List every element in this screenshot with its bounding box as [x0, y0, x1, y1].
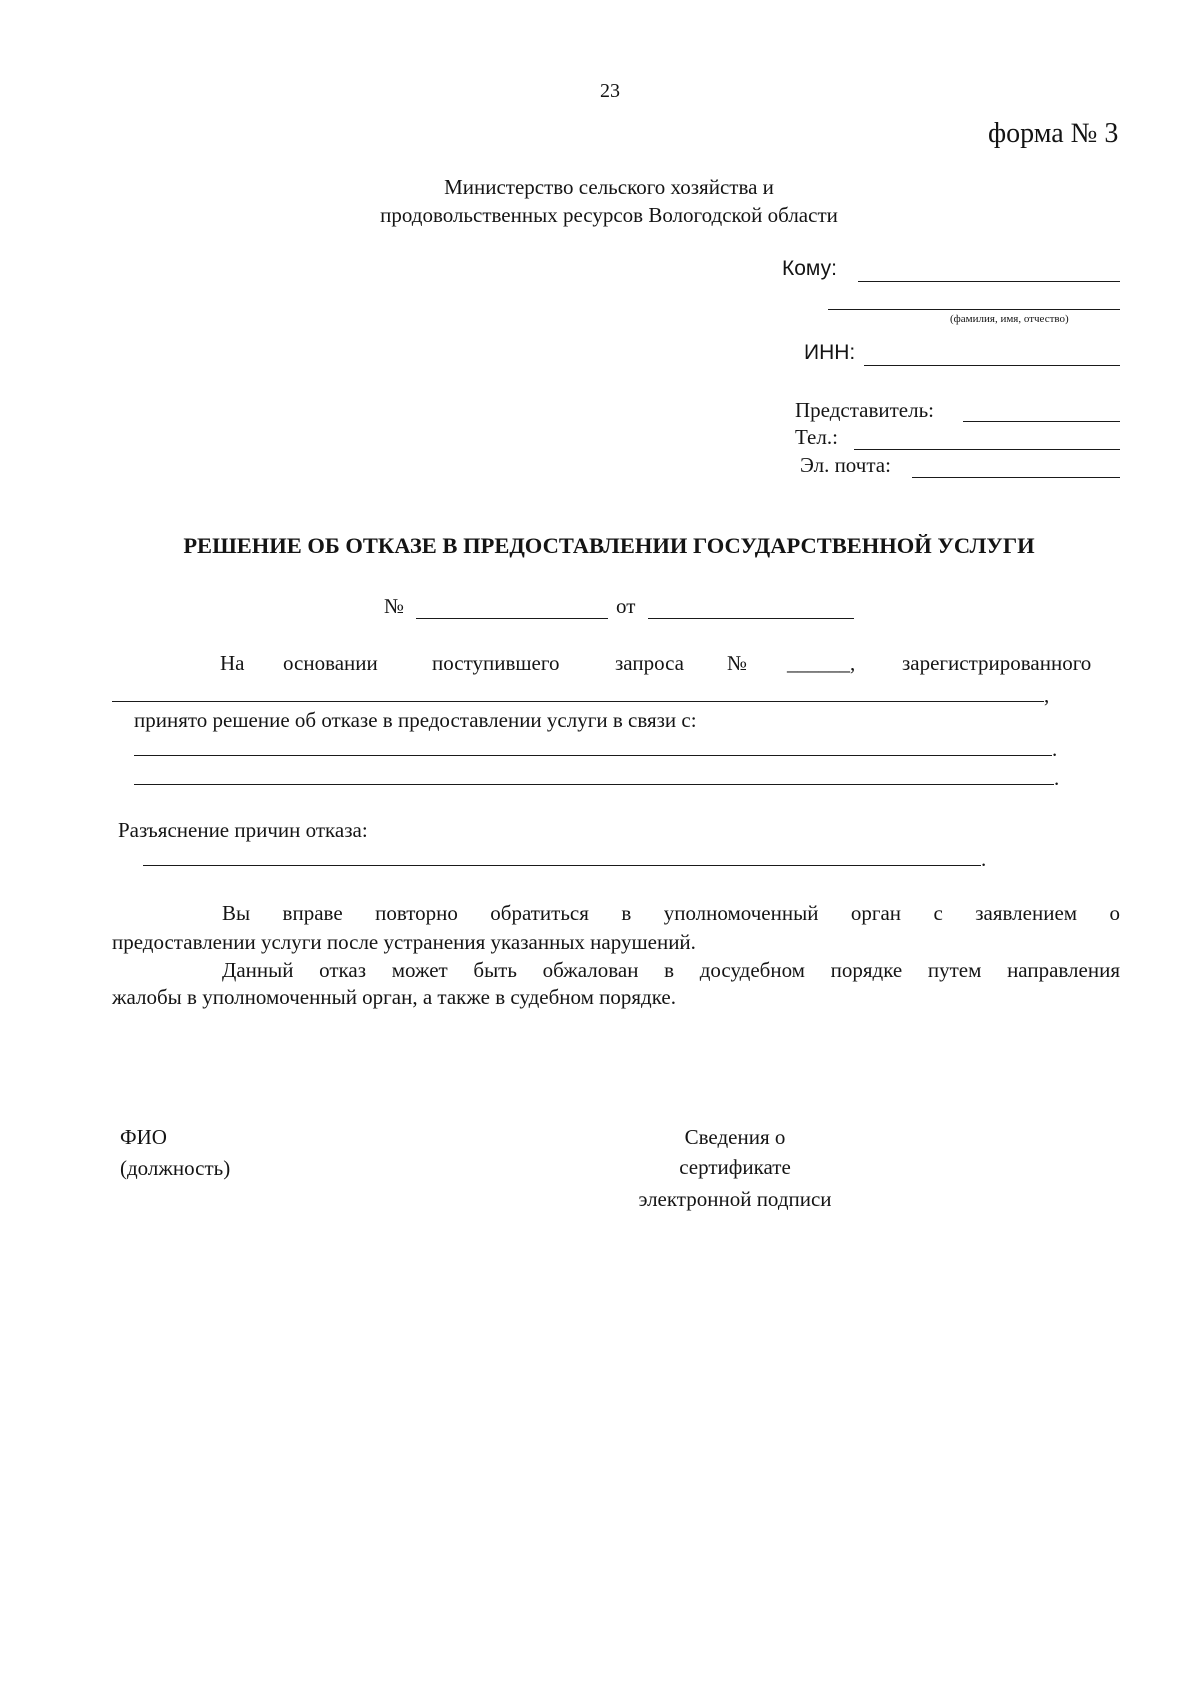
explanation-field-line[interactable] [143, 865, 981, 866]
inn-label: ИНН: [804, 341, 856, 364]
request-number-blank[interactable]: ______, [787, 651, 856, 675]
period-mark: . [1052, 737, 1058, 761]
document-title: РЕШЕНИЕ ОБ ОТКАЗЕ В ПРЕДОСТАВЛЕНИИ ГОСУДАРСТВЕННОЙ УСЛУГИ [183, 533, 1035, 558]
registration-field-line[interactable] [112, 701, 1044, 702]
basis-word: № [727, 651, 748, 675]
basis-word: зарегистрированного [902, 651, 1092, 675]
representative-label: Представитель: [795, 398, 935, 422]
date-field-line[interactable] [648, 618, 854, 619]
number-label: № [384, 594, 405, 618]
decision-text: принято решение об отказе в предоставлении услуги в связи с: [134, 708, 697, 732]
basis-word: запроса [615, 651, 684, 675]
phone-field-line[interactable] [854, 449, 1120, 450]
appeal-line-1: Данный отказ может быть обжалован в досудебном порядке путем направления [222, 958, 1120, 982]
from-label: от [616, 594, 636, 618]
position-label: (должность) [120, 1156, 231, 1180]
period-mark: . [981, 847, 987, 871]
name-field-line[interactable] [828, 309, 1120, 310]
appeal-line-2: жалобы в уполномоченный орган, а также в судебном порядке. [112, 985, 676, 1009]
reason-field-line-2[interactable] [134, 784, 1054, 785]
representative-field-line[interactable] [963, 421, 1120, 422]
number-field-line[interactable] [416, 618, 608, 619]
ministry-line-2: продовольственных ресурсов Вологодской области [380, 203, 838, 227]
ministry-line-1: Министерство сельского хозяйства и [444, 175, 774, 199]
name-caption: (фамилия, имя, отчество) [950, 313, 1069, 325]
to-field-line[interactable] [858, 281, 1120, 282]
form-label: форма № 3 [988, 118, 1119, 149]
inn-field-line[interactable] [864, 365, 1120, 366]
reapply-line-1: Вы вправе повторно обратиться в уполномоченный орган с заявлением о [222, 901, 1120, 925]
basis-word: поступившего [432, 651, 560, 675]
page-number: 23 [600, 80, 620, 102]
certificate-line-3: электронной подписи [638, 1187, 832, 1211]
certificate-line-1: Сведения о [684, 1125, 786, 1149]
email-field-line[interactable] [912, 477, 1120, 478]
email-label: Эл. почта: [800, 453, 891, 477]
comma-mark: , [1044, 683, 1050, 707]
phone-label: Тел.: [795, 425, 838, 449]
reapply-line-2: предоставлении услуги после устранения указанных нарушений. [112, 930, 696, 954]
basis-word: На [220, 651, 245, 675]
explanation-label: Разъяснение причин отказа: [118, 818, 368, 842]
certificate-line-2: сертификате [679, 1155, 791, 1179]
reason-field-line-1[interactable] [134, 755, 1052, 756]
fio-label: ФИО [120, 1125, 167, 1149]
to-label: Кому: [782, 257, 837, 280]
period-mark: . [1054, 766, 1060, 790]
basis-word: основании [283, 651, 378, 675]
